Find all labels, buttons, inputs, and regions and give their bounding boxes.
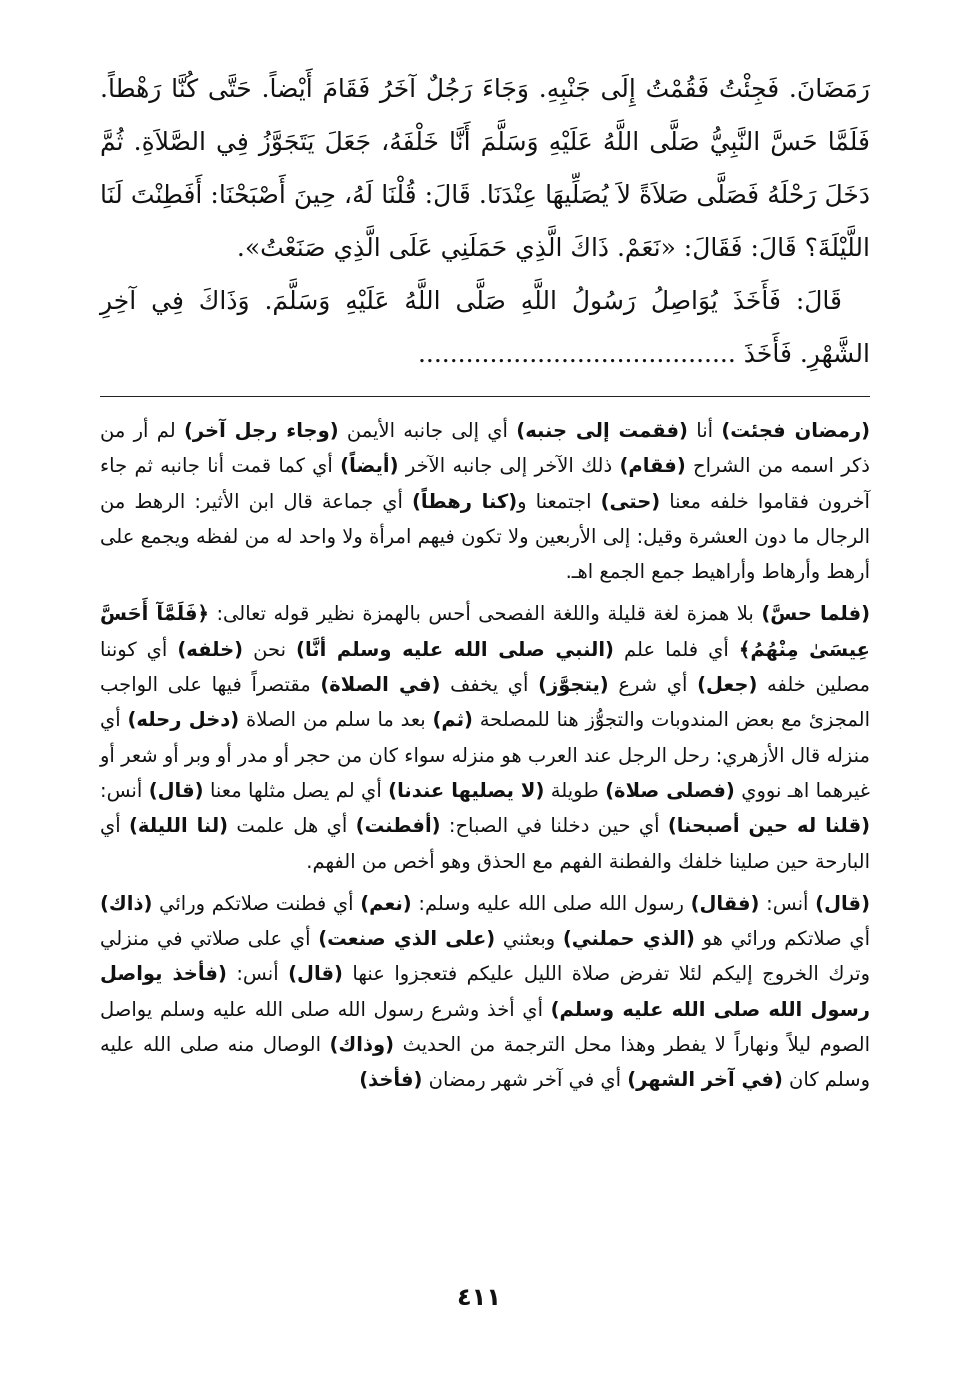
commentary-phrase: بلا همزة لغة قليلة واللغة الفصحى أحس بالهمزة نظير قوله تعالى: xyxy=(208,602,762,626)
commentary-phrase: أي فلما علم xyxy=(613,637,739,661)
quoted-matn-phrase: (فصلى صلاة) xyxy=(605,778,735,802)
quoted-matn-phrase: (حتى) xyxy=(600,489,661,513)
commentary-phrase: أي فطنت صلاتكم ورائي xyxy=(152,891,361,915)
hadith-text xyxy=(100,62,870,380)
quoted-matn-phrase: (قلنا له حين أصبحنا) xyxy=(667,814,870,838)
commentary-phrase: ذلك الآخر إلى جانبه الآخر xyxy=(398,454,620,478)
commentary-phrase: أنس: xyxy=(226,962,289,986)
commentary-text xyxy=(100,413,870,1098)
quoted-matn-phrase: (في آخر الشهر) xyxy=(627,1068,783,1092)
quoted-matn-phrase: (فقال) xyxy=(690,891,760,915)
quoted-matn-phrase: (نعم) xyxy=(360,891,412,915)
page-number: ٤١١ xyxy=(457,1283,501,1311)
commentary-phrase: أي في آخر شهر رمضان xyxy=(422,1068,628,1092)
quoted-matn-phrase: (لا يصليها عندنا) xyxy=(388,778,545,802)
commentary-phrase: أي كما قمت أنا جانبه ثم جاء آخرون فقاموا خلفه معنا xyxy=(100,454,870,513)
quoted-matn-phrase: (قال) xyxy=(288,962,343,986)
commentary-paragraph-3 xyxy=(100,886,870,1098)
quoted-matn-phrase: (الذي حملني) xyxy=(562,927,695,951)
quoted-matn-phrase: (في الصلاة) xyxy=(320,673,441,697)
commentary-phrase: أي يخفف xyxy=(440,673,539,697)
quoted-matn-phrase: (فقام) xyxy=(619,454,686,478)
quoted-matn-phrase: (رمضان فجئت) xyxy=(721,419,870,442)
commentary-phrase: أي حين دخلنا في الصباح: xyxy=(440,814,668,838)
quoted-matn-phrase: (أفطنت) xyxy=(355,814,441,838)
quoted-matn-phrase: (فقمت إلى جنبه) xyxy=(516,419,688,442)
hadith-continuation-dots: ........................................ xyxy=(417,339,736,368)
quoted-matn-phrase: (فأخذ يواصل رسول الله صلى الله عليه وسلم) xyxy=(100,962,870,1021)
hadith-paragraph-2-text: قَالَ: فَأَخَذَ يُوَاصِلُ رَسُولُ اللَّهِ صَلَّى اللَّهُ عَلَيْهِ وَسَلَّمَ. وَذَاكَ فِي آخِرِ الشَّهْرِ. فَأَخَذَ xyxy=(100,286,870,368)
commentary-phrase: رسول الله صلى الله عليه وسلم: xyxy=(411,891,691,915)
commentary-phrase: أي على صلاتي في منزلي وترك الخروج إليكم لئلا تفرض صلاة الليل عليكم فتعجزوا عنها xyxy=(100,927,870,986)
hadith-paragraph-1: رَمَضَانَ. فَجِئْتُ فَقُمْتُ إِلَى جَنْبِهِ. وَجَاءَ رَجُلٌ آخَرُ فَقَامَ أَيْضاً. حَتَّى كُنَّا رَهْطاً. فَلَمَّا حَسَّ النَّبِيُّ صَلَّى اللَّهُ عَلَيْهِ وَسَلَّمَ أَنَّا خَلْفَهُ، جَعَلَ يَتَجَوَّزُ فِي الصَّلاَةِ. ثُمَّ دَخَلَ رَحْلَهُ فَصَلَّى صَلاَةً لاَ يُصَلِّيهَا عِنْدَنَا. قَالَ: قُلْنَا لَهُ، حِينَ أَصْبَحْنَا: أَفَطِنْتَ لَنَا اللَّيْلَةَ؟ قَالَ: فَقَالَ: «نَعَمْ. ذَاكَ الَّذِي حَمَلَنِي عَلَى الَّذِي صَنَعْتُ». xyxy=(100,74,871,262)
quoted-matn-phrase: (دخل رحله) xyxy=(127,708,240,732)
commentary-phrase: وبعثني xyxy=(495,927,563,951)
quoted-matn-phrase: (فلما حسَّ) xyxy=(761,602,871,626)
commentary-phrase: أنس: xyxy=(100,778,149,802)
commentary-phrase: أنا xyxy=(687,419,722,442)
commentary-phrase: لم أر من ذكر اسمه من الشراح xyxy=(100,419,870,478)
quoted-matn-phrase: (وجاء رجل آخر) xyxy=(183,419,339,442)
commentary-paragraph-2 xyxy=(100,596,870,878)
quoted-matn-phrase: (قال) xyxy=(815,891,870,915)
commentary-phrase: أنس: xyxy=(759,891,816,915)
quoted-matn-phrase: (لنا الليلة) xyxy=(129,814,229,838)
quoted-matn-phrase: (فأخذ) xyxy=(359,1068,423,1092)
quoted-matn-phrase: (على الذي صنعت) xyxy=(318,927,496,951)
commentary-phrase: بعد ما سلم من الصلاة xyxy=(239,708,433,732)
quoted-matn-phrase: (أيضاً) xyxy=(340,454,399,478)
commentary-phrase: أي لم يصل مثلها معنا xyxy=(203,778,389,802)
commentary-phrase: اجتمعنا و xyxy=(517,489,601,513)
commentary-paragraph-1 xyxy=(100,413,870,589)
commentary-phrase: طويلة xyxy=(544,778,606,802)
page-content xyxy=(100,62,870,1105)
commentary-phrase: مقتصراً فيها على الواجب المجزئ مع بعض المندوبات والتجوُّز هنا للمصلحة xyxy=(100,673,870,732)
hadith-paragraph-2 xyxy=(100,274,870,380)
commentary-phrase: نحن xyxy=(243,637,297,661)
commentary-phrase: أي إلى جانبه الأيمن xyxy=(338,419,517,442)
commentary-phrase: أي أخذ وشرع رسول الله صلى الله عليه وسلم يواصل الصوم ليلاً ونهاراً لا يفطر وهذا محل الترجمة من الحديث xyxy=(100,997,870,1057)
commentary-phrase: أي شرع xyxy=(608,673,698,697)
commentary-phrase: أي البارحة حين صلينا خلفك والفطنة الفهم مع الحذق وهو أخص من الفهم. xyxy=(100,814,870,873)
commentary-phrase: الوصال منه صلى الله عليه وسلم كان xyxy=(100,1033,870,1092)
commentary-phrase: أي كوننا مصلين خلفه xyxy=(100,637,870,697)
quoted-matn-phrase: (يتجوَّز) xyxy=(538,673,609,697)
commentary-phrase: أي صلاتكم ورائي هو xyxy=(694,927,871,951)
commentary-phrase: أي منزله قال الأزهري: رحل الرجل عند العرب هو منزله سواء كان من حجر أو مدر أو وبر أو شعر أو غيرهما اهـ نووي xyxy=(100,708,871,802)
commentary-phrase: أي جماعة قال ابن الأثير: الرهط من الرجال ما دون العشرة وقيل: إلى الأربعين ولا تكون فيهم امرأة ولا واحد له من لفظه ويجمع على أرهط وأرهاط وأراهيط جمع الجمع اهـ. xyxy=(100,489,870,584)
quoted-matn-phrase: (ثم) xyxy=(432,708,473,732)
quoted-matn-phrase: (كنا رهطاً) xyxy=(412,489,518,513)
quoted-matn-phrase: (النبي صلى الله عليه وسلم أنَّا) xyxy=(296,637,614,661)
commentary-phrase: أي هل علمت xyxy=(228,814,356,838)
quoted-matn-phrase: (ذاك) xyxy=(100,891,153,915)
quoted-matn-phrase: (خلفه) xyxy=(177,637,244,661)
quoted-matn-phrase: (وذاك) xyxy=(329,1033,395,1057)
quoted-matn-phrase: ﴿فَلَمَّآ أَحَسَّ عِيسَىٰ مِنْهُمُ﴾ xyxy=(100,602,870,661)
quoted-matn-phrase: (قال) xyxy=(148,778,204,802)
quoted-matn-phrase: (جعل) xyxy=(697,673,758,697)
footnote-separator xyxy=(100,396,870,397)
